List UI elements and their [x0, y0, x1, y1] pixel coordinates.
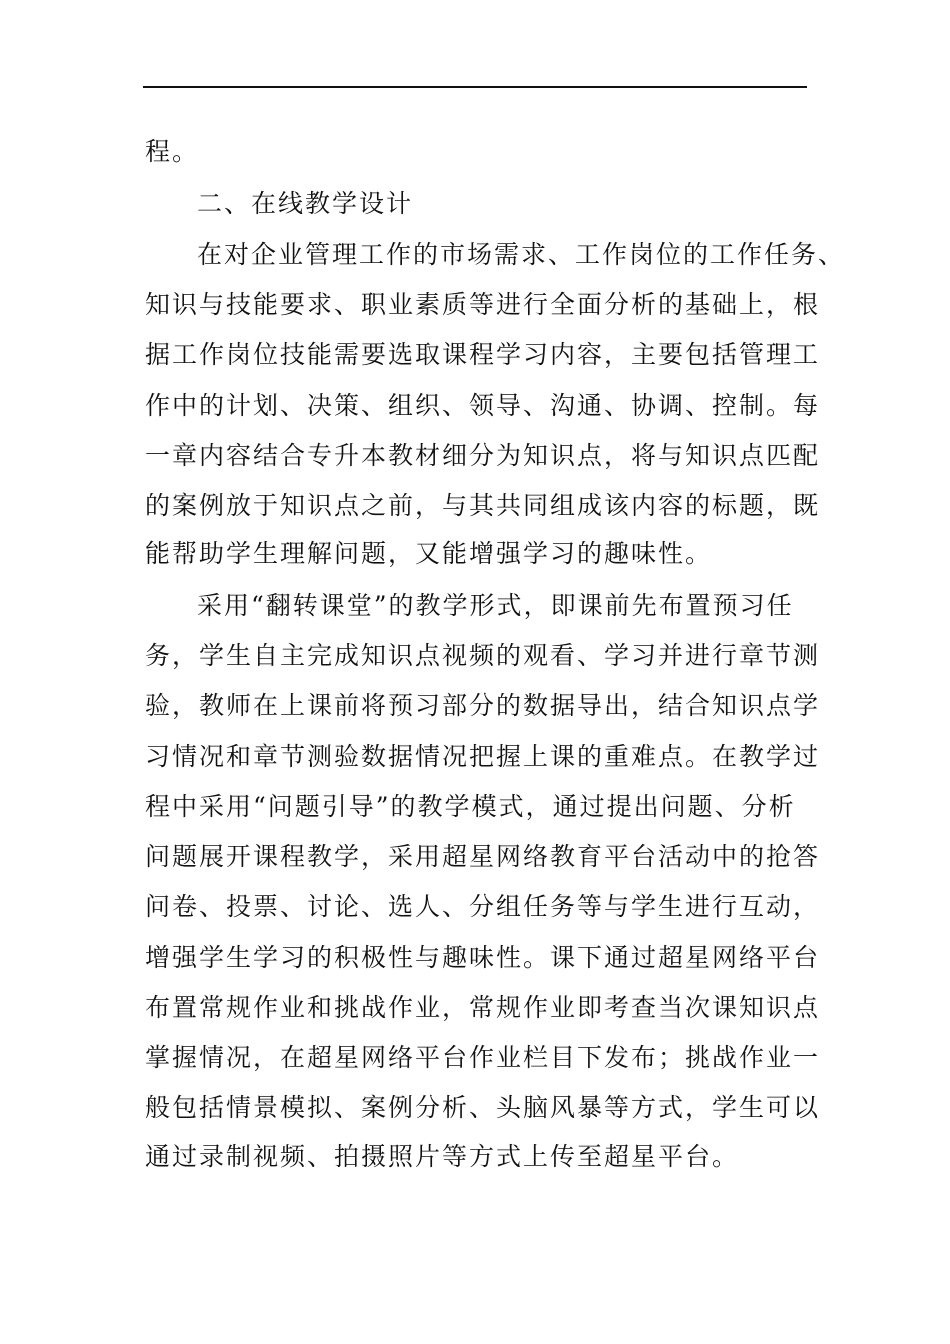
text-line: 般包括情景模拟、案例分析、头脑风暴等方式，学生可以: [145, 1093, 821, 1122]
text-line: 问题展开课程教学，采用超星网络教育平台活动中的抢答: [145, 842, 821, 871]
text-line: 一章内容结合专升本教材细分为知识点，将与知识点匹配: [145, 441, 821, 470]
text-line: 务，学生自主完成知识点视频的观看、学习并进行章节测: [145, 641, 821, 670]
header-rule: [143, 86, 807, 88]
text-line: 程。: [145, 137, 200, 166]
text-line: 验，教师在上课前将预习部分的数据导出，结合知识点学: [145, 691, 821, 720]
text-line: 能帮助学生理解问题，又能增强学习的趣味性。: [145, 539, 713, 568]
text-line: 程中采用“问题引导”的教学模式，通过提出问题、分析: [145, 792, 796, 821]
text-line: 通过录制视频、拍摄照片等方式上传至超星平台。: [145, 1142, 740, 1171]
text-line: 布置常规作业和挑战作业，常规作业即考查当次课知识点: [145, 993, 821, 1022]
text-line: 作中的计划、决策、组织、领导、沟通、协调、控制。每: [145, 391, 821, 420]
text-line: 采用“翻转课堂”的教学形式，即课前先布置预习任: [197, 591, 794, 620]
section-heading: 二、在线教学设计: [197, 189, 414, 218]
text-line: 在对企业管理工作的市场需求、工作岗位的工作任务、: [197, 240, 846, 269]
text-line: 增强学生学习的积极性与趣味性。课下通过超星网络平台: [145, 943, 821, 972]
text-line: 问卷、投票、讨论、选人、分组任务等与学生进行互动，: [145, 892, 821, 921]
text-line: 习情况和章节测验数据情况把握上课的重难点。在教学过: [145, 742, 821, 771]
text-line: 的案例放于知识点之前，与其共同组成该内容的标题，既: [145, 491, 821, 520]
text-line: 据工作岗位技能需要选取课程学习内容，主要包括管理工: [145, 340, 821, 369]
text-line: 知识与技能要求、职业素质等进行全面分析的基础上，根: [145, 290, 821, 319]
text-line: 掌握情况，在超星网络平台作业栏目下发布；挑战作业一: [145, 1043, 821, 1072]
